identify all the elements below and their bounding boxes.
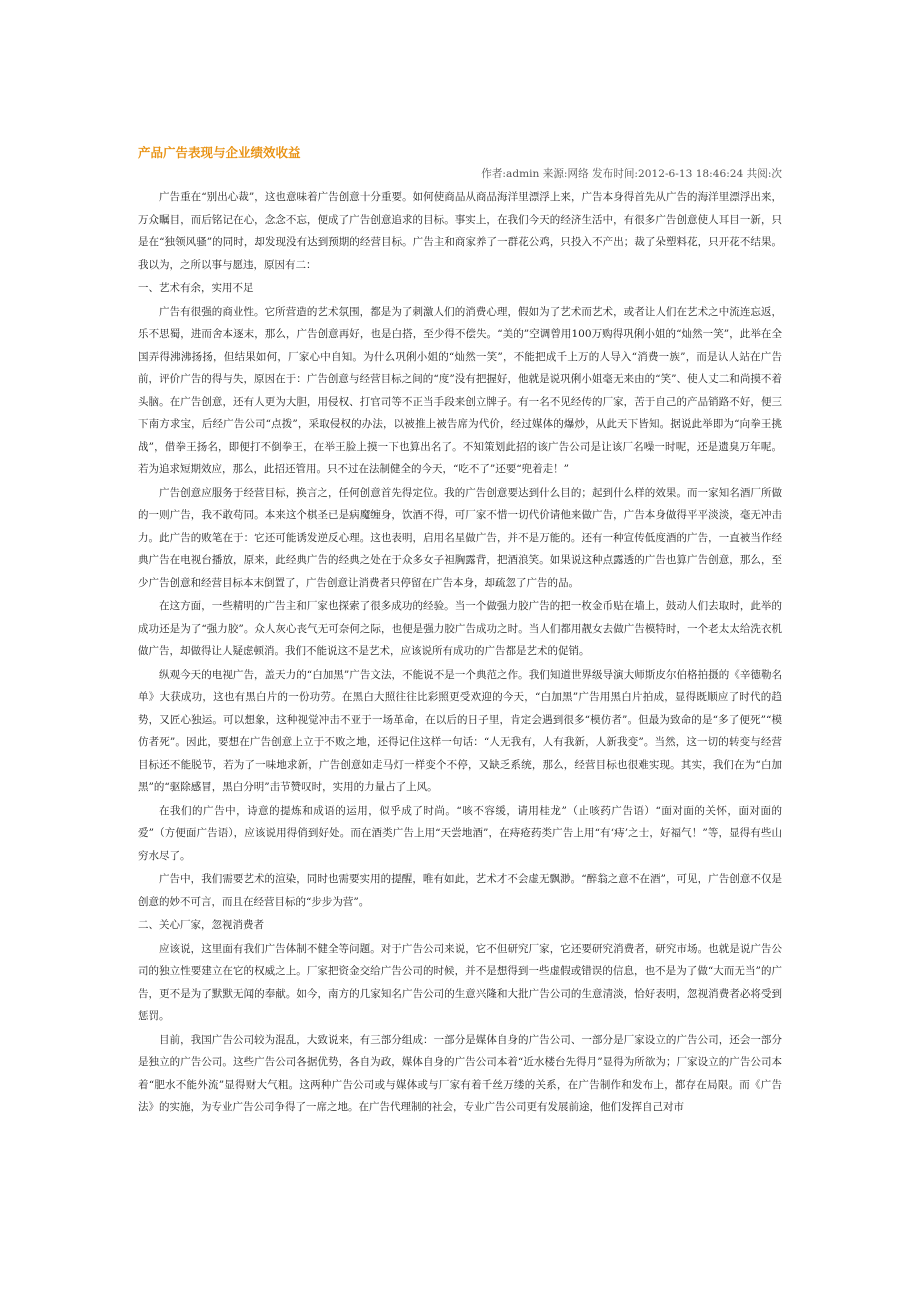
article (138, 143, 782, 1120)
section-heading: 二、关心厂家，忽视消费者 (138, 919, 264, 931)
paragraph: 应该说，这里面有我们广告体制不健全等问题。对于广告公司来说，它不但研究厂家，它还要研究消费者，研究市场。也就是说广告公司的独立性要建立在它的权威之上。厂家把资金交给广告公司的时候，并不是想得到一些虚假或错误的信息，也不是为了做“大而无当”的广告，更不是为了默默无闻的奉献。如今，南方的几家知名广告公司的生意兴隆和大批广告公司的生意清淡，恰好表明，忽视消费者必将受到惩罚。 (138, 942, 782, 1022)
paragraph: 广告创意应服务于经营目标，换言之，任何创意首先得定位。我的广告创意要达到什么目的；起到什么样的效果。而一家知名酒厂所做的一则广告，我不敢苟同。本来这个棋圣已是病魔缠身，饮酒不得，可厂家不惜一切代价请他来做广告，广告本身做得平平淡淡，毫无冲击力。此广告的败笔在于：它还可能诱发逆反心理。这也表明，启用名星做广告，并不是万能的。还有一种宣传低度酒的广告，一直被当作经典广告在电视台播放，原来，此经典广告的经典之处在于众多女子袒胸露背，把酒浪笑。如果说这种点露透的广告也算广告创意，那么，至少广告创意和经营目标本末倒置了，广告创意让消费者只停留在广告本身，却疏忽了广告的品。 (138, 486, 782, 589)
section-heading: 一、艺术有余，实用不足 (138, 282, 254, 294)
article-meta: 作者:admin 来源:网络 发布时间:2012-6-13 18:46:24 共阅:次 (481, 168, 782, 180)
article-title: 产品广告表现与企业绩效收益 (138, 145, 301, 160)
paragraph: 在这方面，一些精明的广告主和厂家也探索了很多成功的经验。当一个做强力胶广告的把一枚金币贴在墙上，鼓动人们去取时，此举的成功还是为了“强力胶”。众人灰心丧气无可奈何之际，也便是强力胶广告成功之时。当人们都用靓女去做广告模特时，一个老太太给洗衣机做广告，却做得让人疑虑顿消。我们不能说这不是艺术，应该说所有成功的广告都是艺术的促销。 (138, 600, 782, 657)
paragraph: 目前，我国广告公司较为混乱，大致说来，有三部分组成：一部分是媒体自身的广告公司、一部分是厂家设立的广告公司，还会一部分是独立的广告公司。这些广告公司各据优势，各自为政，媒体自身的广告公司本着“近水楼台先得月”显得为所欲为；厂家设立的广告公司本着“肥水不能外流”显得财大气粗。这两种广告公司或与媒体或与厂家有着千丝万缕的关系，在广告制作和发布上，都存在局限。而《广告法》的实施，为专业广告公司争得了一席之地。在广告代理制的社会，专业广告公司更有发展前途，他们发挥自己对市 (138, 1033, 782, 1113)
article-body (138, 186, 782, 1119)
paragraph: 广告重在“别出心裁”，这也意味着广告创意十分重要。如何使商品从商品海洋里漂浮上来，广告本身得首先从广告的海洋里漂浮出来，万众瞩目，而后铭记在心，念念不忘，便成了广告创意追求的目标。事实上，在我们今天的经济生活中，有很多广告创意使人耳目一新，只是在“独领风骚”的同时，却发现没有达到预期的经营目标。广告主和商家养了一群花公鸡，只投入不产出；裁了朵塑料花，只开花不结果。我以为，之所以事与愿违，原因有二： (138, 191, 782, 271)
paragraph: 纵观今天的电视广告，盖天力的“白加黑”广告文法，不能说不是一个典范之作。我们知道世界级导演大师斯皮尔伯格拍摄的《辛德勒名单》大获成功，这也有黑白片的一份功劳。在黑白大照往往比彩照更受欢迎的今天，“白加黑”广告用黑白片拍成，显得既顺应了时代的趋势，又匠心独运。可以想象，这种视觉冲击不亚于一场革命，在以后的日子里，肯定会遇到很多“模仿者”。但最为致命的是“多了便死”“模仿者死”。因此，要想在广告创意上立于不败之地，还得记住这样一句话：“人无我有，人有我新，人新我变”。当然，这一切的转变与经营目标还不能脱节，若为了一味地求新，广告创意如走马灯一样变个不停，又缺乏系统，那么，经营目标也很难实现。其实，我们在为“白加黑”的“驱除感冒，黑白分明”击节赞叹时，实用的力量占了上风。 (138, 668, 782, 793)
paragraph: 在我们的广告中，诗意的提炼和成语的运用，似乎成了时尚。“咳不容缓，请用桂龙”（止咳药广告语）“面对面的关怀，面对面的爱”（方便面广告语），应该说用得俏到好处。而在酒类广告上用“天尝地酒”，在痔疮药类广告上用“有‘痔’之士，好福气！”等，显得有些山穷水尽了。 (138, 804, 782, 862)
paragraph: 广告有很强的商业性。它所营造的艺术氛围，都是为了刺激人们的消费心理，假如为了艺术而艺术，或者让人们在艺术之中流连忘返，乐不思蜀，进而舍本逐末，那么，广告创意再好，也是白搭，至少得不偿失。“美的”空调曾用100万购得巩俐小姐的“灿然一笑”，此举在全国弄得沸沸扬扬，但结果如何，厂家心中自知。为什么巩俐小姐的“灿然一笑”，不能把成千上万的人导入“消费一族”，而是认人站在广告前，评价广告的得与失，原因在于：广告创意与经营目标之间的“度”没有把握好，他就是说巩俐小姐毫无来由的“笑”、使人丈二和尚摸不着头脑。在广告创意，还有人更为大胆，用侵权、打官司等不正当手段来创立牌子。有一名不见经传的厂家，苦于自己的产品销路不好，便三下南方求宝，后经广告公司“点拨”，采取侵权的办法，以被推上被告席为代价，经过媒体的爆炒，从此天下皆知。据说此举即为“向拳王挑战”，借拳王扬名，即便打不倒拳王，在举王脸上摸一下也算出名了。不知策划此招的该广告公司是让该厂名噪一时呢，还是遗臭万年呢。若为追求短期效应，那么，此招还管用。只不过在法制健全的今天，“吃不了”还要“兜着走！” (138, 305, 782, 475)
paragraph: 广告中，我们需要艺术的渲染，同时也需要实用的提醒，唯有如此，艺术才不会虚无飘渺。“醉翁之意不在酒”，可见，广告创意不仅是创意的妙不可言，而且在经营目标的“步步为营”。 (138, 873, 782, 908)
